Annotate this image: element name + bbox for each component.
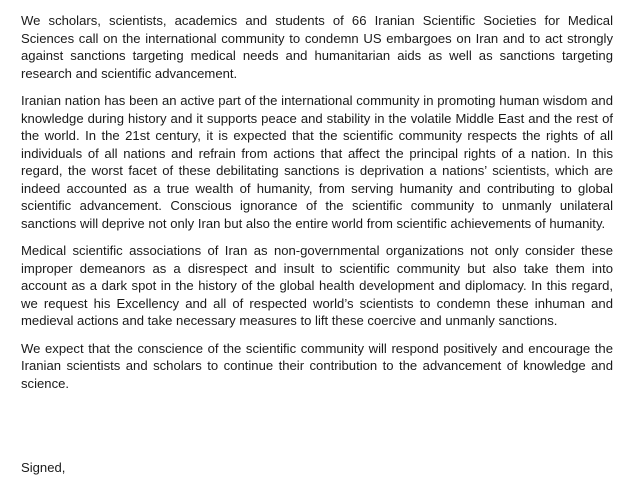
signature-line: Signed, [21, 460, 66, 475]
paragraph-expectation: We expect that the conscience of the scientific community will respond positively and encourage the Iranian scientists and scholars to continue their contribution to the advancement of knowledge and science. [21, 340, 613, 391]
paragraph-iranian-nation: Iranian nation has been an active part of the international community in promoting human wisdom and knowledge during history and it supports peace and stability in the volatile Middle East and the rest of the world. In the 21st century, it is expected that the scientific community respects the rights of all individuals of all nations and refrain from actions that affect the principal rights of a nation. In this regard, the worst facet of these debilitating sanctions is deprivation a nations’ scientists, which are indeed accounted as a true wealth of humanity, from serving humanity and contributing to global scientific advancement. Conscious ignorance of the scientific community to unmanly unilateral sanctions will deprive not only Iran but also the entire world from scientific achievements of humanity. [21, 93, 613, 231]
paragraph-medical-associations: Medical scientific associations of Iran as non-governmental organizations not only consider these improper demeanors as a disrespect and insult to scientific community but also take them into account as a dark spot in the history of the global health development and diplomacy. In this regard, we request his Excellency and all of respected world’s scientists to condemn these inhuman and medieval actions and take necessary measures to lift these coercive and unmanly sanctions. [21, 243, 613, 328]
paragraph-call-to-action: We scholars, scientists, academics and students of 66 Iranian Scientific Societies for Medical Sciences call on the international community to condemn US embargoes on Iran and to act strongly against sanctions targeting medical needs and humanitarian aids as well as sanctions targeting research and scientific advancement. [21, 13, 613, 81]
letter-body [21, 12, 613, 402]
